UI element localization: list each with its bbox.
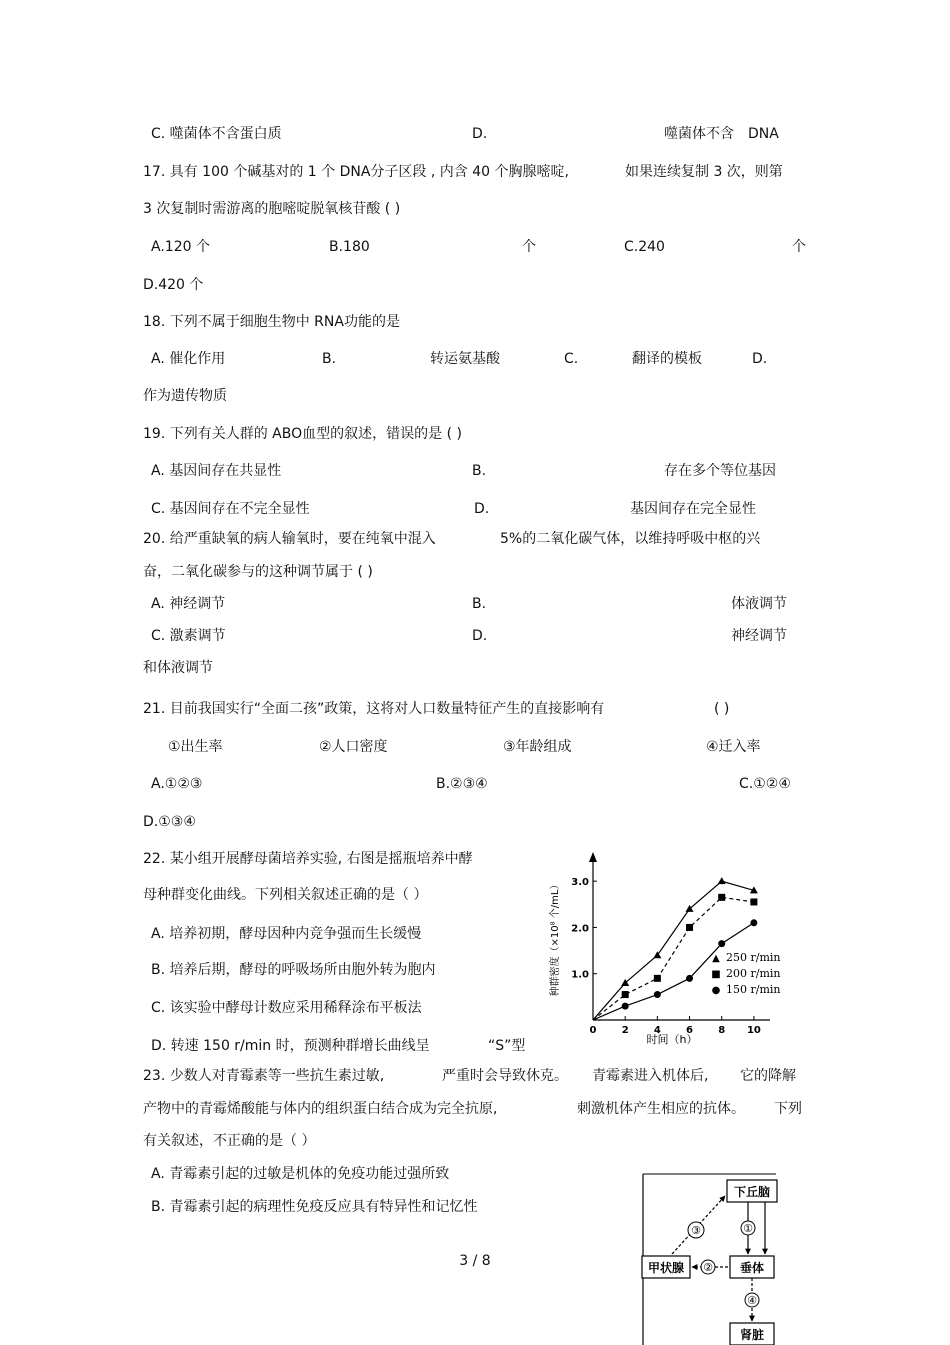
q17-option-a: A.120 个 [151,239,210,255]
q21-stem: 21. 目前我国实行“全面二孩”政策，这将对人口数量特征产生的直接影响有 [143,701,605,717]
q23-stem-line1d: 它的降解 [740,1068,796,1084]
legend-label: 200 r/min [726,967,781,980]
q17-option-d: D.420 个 [143,277,204,293]
y-axis-label: 种群密度（×10⁸ 个/mL） [550,879,561,997]
hormone-regulation-diagram [636,1168,796,1345]
q19-option-a: A. 基因间存在共显性 [151,463,282,479]
q18-option-d-letter: D. [752,351,768,367]
y-tick-label: 1.0 [571,969,589,981]
q19-stem: 19. 下列有关人群的 ABO血型的叙述，错误的是 ( ) [143,426,462,442]
q22-stem-line2: 母种群变化曲线。下列相关叙述正确的是（ ） [143,887,428,903]
q20-option-a: A. 神经调节 [151,596,226,612]
q20-option-d-continued: 和体液调节 [143,660,213,676]
q23-option-b: B. 青霉素引起的病理性免疫反应具有特异性和记忆性 [151,1199,478,1215]
q19-option-c: C. 基因间存在不完全显性 [151,501,310,517]
legend-marker: ▲ [712,953,720,964]
num-2: ② [703,1261,713,1274]
q18-stem: 18. 下列不属于细胞生物中 RNA功能的是 [143,314,400,330]
page-number: 3 / 8 [459,1253,491,1269]
y-axis-arrow [589,852,597,862]
q21-item-3: ③年龄组成 [503,739,572,755]
num-3: ③ [691,1224,701,1237]
q17-option-c-value: C.240 [624,239,665,255]
q23-option-a: A. 青霉素引起的过敏是机体的免疫功能过强所致 [151,1166,450,1182]
q17-stem-line2: 3 次复制时需游离的胞嘧啶脱氧核苷酸 ( ) [143,201,401,217]
thyroid-label: 甲状腺 [647,1261,685,1275]
x-tick-label: 10 [746,1025,761,1036]
legend-marker: ● [711,985,721,996]
q20-option-b-letter: B. [472,596,487,612]
x-tick-label: 4 [653,1025,661,1036]
q22-option-b: B. 培养后期，酵母的呼吸场所由胞外转为胞内 [151,962,436,978]
q19-option-b-letter: B. [472,463,487,479]
q20-option-c: C. 激素调节 [151,628,226,644]
q16-option-d-text: 噬菌体不含 DNA [664,126,779,142]
triangle-marker [718,877,726,884]
q22-option-c: C. 该实验中酵母计数应采用稀释涂布平板法 [151,1000,422,1016]
q21-item-2: ②人口密度 [319,739,388,755]
square-marker [686,924,693,931]
yeast-population-chart [548,848,798,1048]
q18-option-d-text: 作为遗传物质 [143,388,227,404]
q17-option-c-unit: 个 [792,239,806,255]
q21-option-d: D.①③④ [143,814,196,830]
q17-stem-line1a: 17. 具有 100 个碱基对的 1 个 DNA分子区段 , 内含 40 个胸腺嘧啶, [143,164,569,180]
q20-stem-line2: 奋，二氧化碳参与的这种调节属于 ( ) [143,564,373,580]
circle-marker [622,1003,629,1010]
q21-option-c: C.①②④ [739,776,791,792]
legend-marker: ■ [711,969,721,980]
y-tick-label: 3.0 [571,877,589,889]
circle-marker [654,991,661,998]
y-tick-label: 2.0 [571,923,589,935]
q22-option-a: A. 培养初期，酵母因种内竞争强而生长缓慢 [151,926,422,942]
q23-stem-line2c: 下列 [774,1101,802,1117]
q23-stem-line1a: 23. 少数人对青霉素等一些抗生素过敏, [143,1068,385,1084]
triangle-marker [653,951,661,958]
q23-stem-line3: 有关叙述，不正确的是（ ） [143,1133,316,1149]
q18-option-c-letter: C. [564,351,579,367]
q20-stem-line1a: 20. 给严重缺氧的病人输氧时，要在纯氧中混入 [143,531,436,547]
q23-stem-line1b: 严重时会导致休克。 [442,1068,568,1084]
q17-option-b-value: B.180 [329,239,370,255]
q18-option-b-letter: B. [322,351,337,367]
q23-stem-line2a: 产物中的青霉烯酸能与体内的组织蛋白结合成为完全抗原, [143,1101,498,1117]
q21-option-b: B.②③④ [436,776,488,792]
q18-option-c-text: 翻译的模板 [632,351,702,367]
q16-option-d-letter: D. [472,126,488,142]
q21-option-a: A.①②③ [151,776,203,792]
x-tick-label: 8 [718,1025,726,1036]
square-marker [718,894,725,901]
q21-item-1: ①出生率 [168,739,223,755]
x-tick-label: 2 [621,1025,629,1036]
q22-stem-line1: 22. 某小组开展酵母菌培养实验, 右图是摇瓶培养中酵 [143,851,473,867]
circle-marker [686,975,693,982]
q18-option-b-text: 转运氨基酸 [430,351,500,367]
circle-marker [718,940,725,947]
q23-stem-line1c: 青霉素进入机体后, [592,1068,709,1084]
legend-label: 150 r/min [726,983,781,996]
x-tick-label: 0 [589,1025,597,1036]
x-tick-label: 6 [686,1025,694,1036]
q17-option-b-unit: 个 [522,239,536,255]
square-marker [622,991,629,998]
square-marker [654,975,661,982]
q20-option-b-text: 体液调节 [731,596,787,612]
q21-item-4: ④迁入率 [706,739,761,755]
num-1: ① [743,1222,753,1235]
square-marker [750,898,757,905]
q19-option-b-text: 存在多个等位基因 [664,463,776,479]
q23-stem-line2b: 刺激机体产生相应的抗体。 [577,1101,745,1117]
q19-option-d-letter: D. [474,501,490,517]
kidney-label: 肾脏 [739,1328,765,1342]
hypothalamus-label: 下丘脑 [733,1185,771,1199]
q20-option-d-text: 神经调节 [731,628,787,644]
legend-label: 250 r/min [726,951,781,964]
q21-answer-paren: ( ) [714,701,730,717]
q18-option-a: A. 催化作用 [151,351,226,367]
circle-marker [750,919,757,926]
q19-option-d-text: 基因间存在完全显性 [630,501,756,517]
q17-stem-line1b: 如果连续复制 3 次，则第 [625,164,783,180]
q22-option-d-part1: D. 转速 150 r/min 时，预测种群增长曲线呈 [151,1038,430,1054]
q20-stem-line1b: 5%的二氧化碳气体，以维持呼吸中枢的兴 [500,531,761,547]
x-axis-label: 时间（h） [646,1033,698,1046]
q20-option-d-letter: D. [472,628,488,644]
q16-option-c: C. 噬菌体不含蛋白质 [151,126,282,142]
pituitary-label: 垂体 [739,1261,765,1275]
q22-option-d-part2: “S”型 [488,1038,526,1054]
num-4: ④ [747,1294,757,1307]
